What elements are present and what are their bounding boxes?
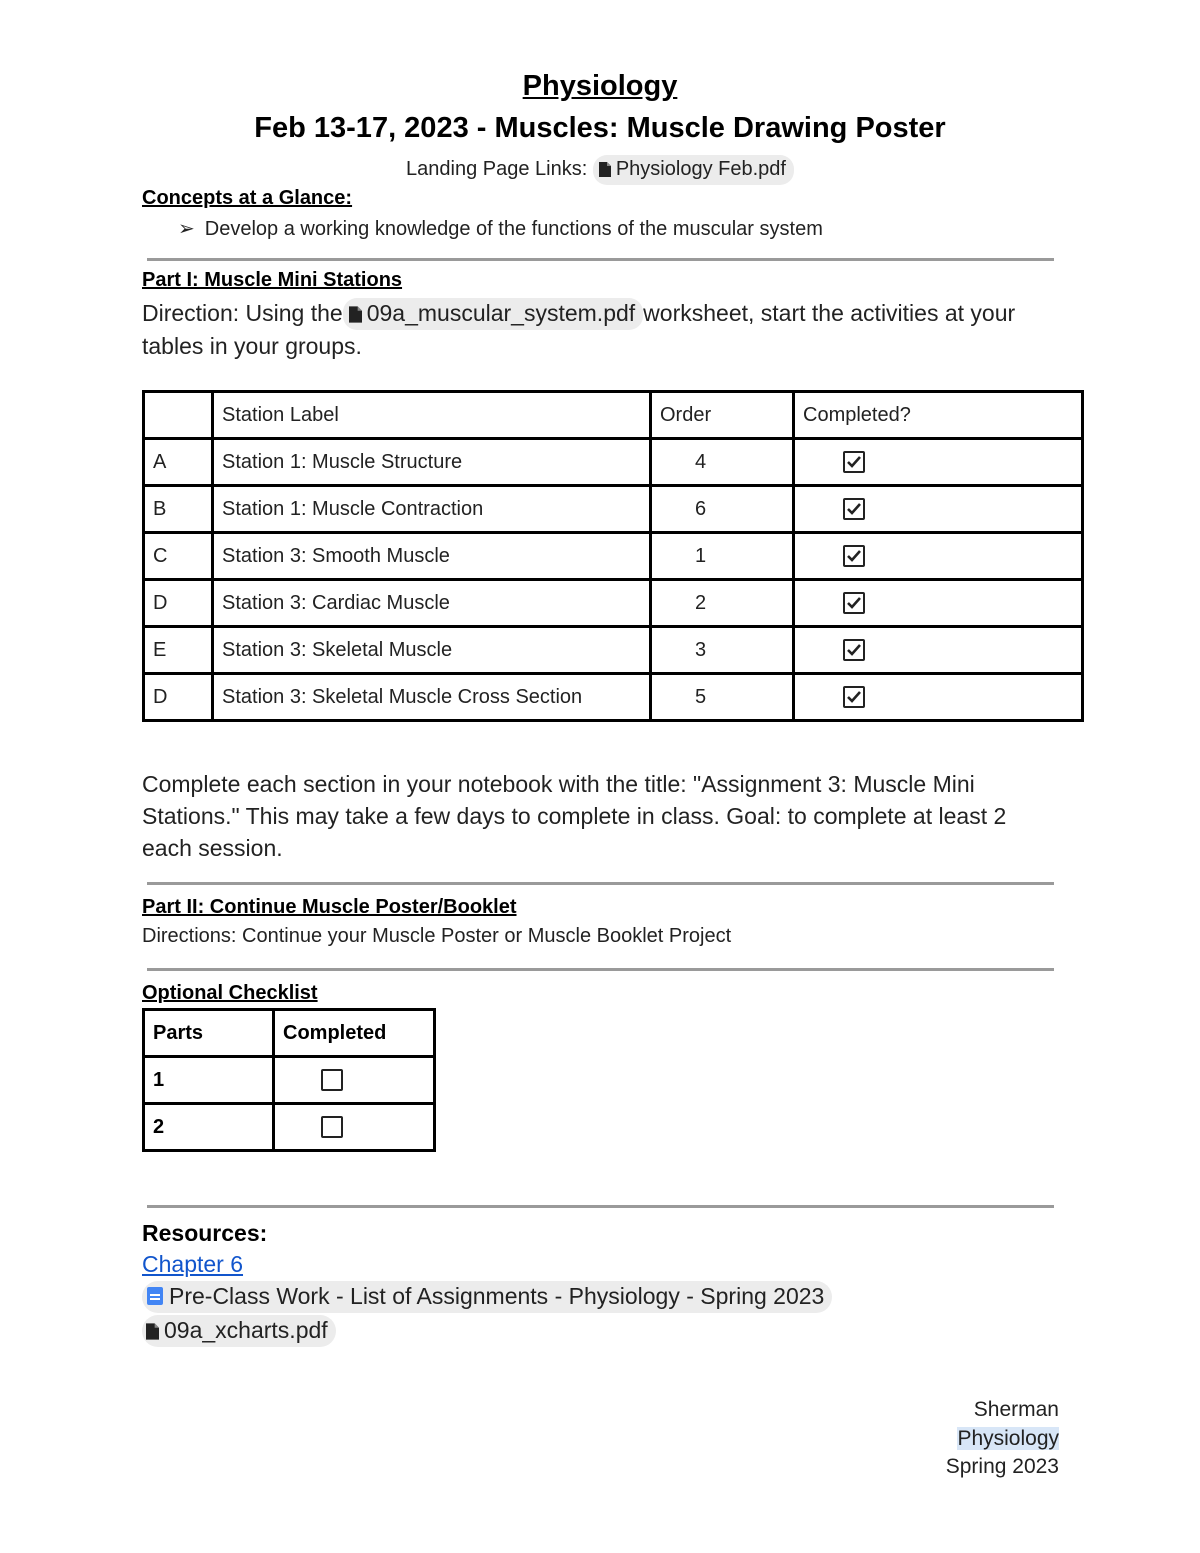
station-label: Station 3: Cardiac Muscle xyxy=(213,580,651,627)
checklist-part: 2 xyxy=(144,1104,274,1151)
direction-text-before: Direction: Using the xyxy=(142,300,343,326)
divider xyxy=(147,258,1054,261)
doc-chip-row xyxy=(142,1281,832,1313)
checklist-part: 1 xyxy=(144,1057,274,1104)
completed-checkbox[interactable] xyxy=(843,592,865,614)
complete-instructions: Complete each section in your notebook with the title: "Assignment 3: Muscle Mini Stations." This may take a few days to complete in class. Goal: to complete at least 2 each session. xyxy=(142,771,1007,861)
checklist-heading: Optional Checklist xyxy=(142,982,318,1004)
station-letter: A xyxy=(144,439,213,486)
signature-name: Sherman xyxy=(973,1398,1059,1421)
table-row xyxy=(144,439,1083,486)
checklist-checkbox[interactable] xyxy=(321,1116,343,1138)
xcharts-file-chip[interactable] xyxy=(142,1315,336,1347)
station-letter: E xyxy=(144,627,213,674)
station-order: 6 xyxy=(651,486,794,533)
page-subtitle: Feb 13-17, 2023 - Muscles: Muscle Drawing Poster xyxy=(254,112,946,144)
table-header-cell: Parts xyxy=(144,1010,274,1057)
table-header-row xyxy=(144,392,1083,439)
google-doc-icon xyxy=(146,1283,164,1313)
station-label: Station 3: Skeletal Muscle xyxy=(213,627,651,674)
table-header-cell: Station Label xyxy=(213,392,651,439)
table-row xyxy=(144,1104,435,1151)
station-letter: B xyxy=(144,486,213,533)
completed-checkbox[interactable] xyxy=(843,639,865,661)
signature-course: Physiology xyxy=(957,1427,1059,1450)
worksheet-file-chip[interactable] xyxy=(343,298,643,330)
worksheet-file-name: 09a_muscular_system.pdf xyxy=(366,300,636,326)
concepts-bullet xyxy=(178,216,823,241)
completed-checkbox[interactable] xyxy=(843,498,865,520)
station-letter: D xyxy=(144,580,213,627)
concepts-heading: Concepts at a Glance: xyxy=(142,187,353,209)
station-label: Station 1: Muscle Contraction xyxy=(213,486,651,533)
direction-text-after: worksheet, start the activities at your tables in your groups. xyxy=(142,300,1016,359)
completed-checkbox[interactable] xyxy=(843,686,865,708)
landing-file-chip[interactable] xyxy=(593,155,794,185)
table-header-cell xyxy=(144,392,213,439)
pre-class-work-doc-chip[interactable] xyxy=(142,1281,832,1313)
divider xyxy=(147,968,1054,971)
part1-heading: Part I: Muscle Mini Stations xyxy=(142,269,403,291)
station-label: Station 3: Smooth Muscle xyxy=(213,533,651,580)
part2-heading: Part II: Continue Muscle Poster/Booklet xyxy=(142,896,517,918)
doc-chip-title: Pre-Class Work - List of Assignments - Physiology - Spring 2023 xyxy=(169,1283,825,1309)
table-row xyxy=(144,580,1083,627)
file-chip-row xyxy=(142,1315,336,1347)
table-header-cell: Completed xyxy=(274,1010,435,1057)
station-order: 2 xyxy=(651,580,794,627)
station-letter: C xyxy=(144,533,213,580)
file-icon xyxy=(599,158,611,184)
file-icon xyxy=(349,301,362,329)
station-order: 4 xyxy=(651,439,794,486)
station-label: Station 1: Muscle Structure xyxy=(213,439,651,486)
table-row xyxy=(144,533,1083,580)
file-chip-name: 09a_xcharts.pdf xyxy=(164,1317,328,1343)
station-label: Station 3: Skeletal Muscle Cross Section xyxy=(213,674,651,721)
part1-direction xyxy=(142,297,1072,362)
table-row xyxy=(144,627,1083,674)
table-header-row xyxy=(144,1010,435,1057)
resources-heading: Resources: xyxy=(142,1220,268,1246)
station-order: 3 xyxy=(651,627,794,674)
divider xyxy=(147,882,1054,885)
stations-table xyxy=(142,390,1084,722)
optional-checklist-table xyxy=(142,1008,436,1152)
table-row xyxy=(144,486,1083,533)
page-title: Physiology xyxy=(522,70,678,102)
station-letter: D xyxy=(144,674,213,721)
divider xyxy=(147,1205,1054,1208)
chapter-6-link[interactable]: Chapter 6 xyxy=(142,1251,244,1277)
part2-directions: Directions: Continue your Muscle Poster or Muscle Booklet Project xyxy=(142,925,732,947)
table-header-cell: Order xyxy=(651,392,794,439)
landing-links xyxy=(0,155,1200,185)
station-order: 5 xyxy=(651,674,794,721)
completed-checkbox[interactable] xyxy=(843,545,865,567)
file-icon xyxy=(146,1317,159,1347)
bullet-arrow-icon: ➢ xyxy=(178,218,195,240)
table-header-cell: Completed? xyxy=(794,392,1083,439)
landing-label: Landing Page Links: xyxy=(406,158,588,180)
signature-term: Spring 2023 xyxy=(945,1455,1059,1478)
completed-checkbox[interactable] xyxy=(843,451,865,473)
table-row xyxy=(144,1057,435,1104)
station-order: 1 xyxy=(651,533,794,580)
table-row xyxy=(144,674,1083,721)
landing-file-name: Physiology Feb.pdf xyxy=(615,158,786,180)
concepts-bullet-text: Develop a working knowledge of the functions of the muscular system xyxy=(204,218,823,240)
checklist-checkbox[interactable] xyxy=(321,1069,343,1091)
